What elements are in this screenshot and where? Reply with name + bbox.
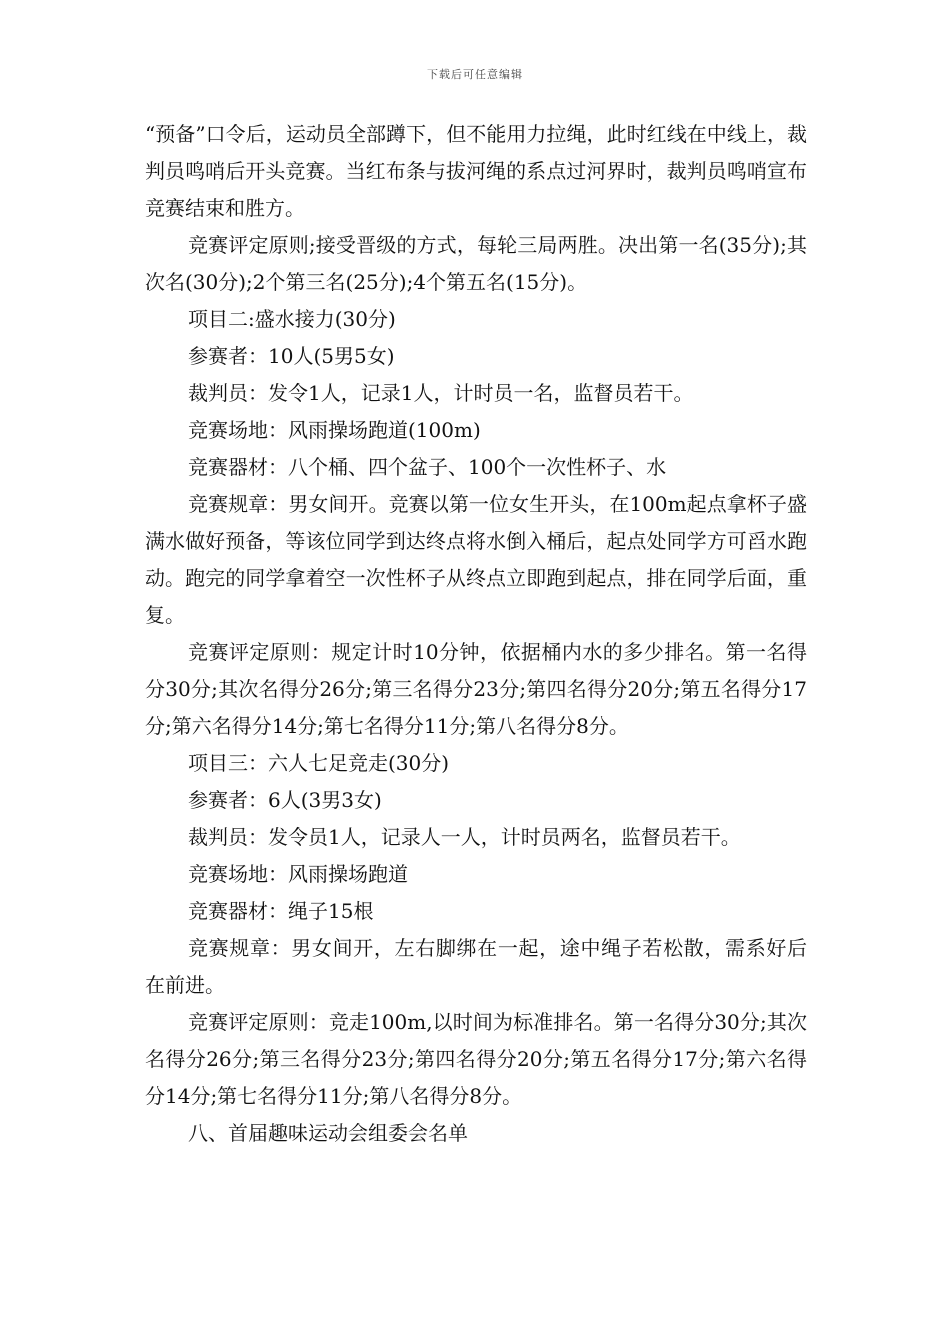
page-header: 下载后可任意编辑 xyxy=(427,68,523,81)
paragraph: 参赛者：6人(3男3女) xyxy=(188,788,382,812)
section-heading: 八、首届趣味运动会组委会名单 xyxy=(188,1121,468,1145)
paragraph: 裁判员：发令员1人，记录人一人，计时员两名，监督员若干。 xyxy=(188,825,741,849)
paragraph: 竞赛评定原则;接受晋级的方式，每轮三局两胜。决出第一名(35分);其次名(30分);2个第三名(25分);4个第五名(15分)。 xyxy=(145,233,807,294)
paragraph: 竞赛规章：男女间开，左右脚绑在一起，途中绳子若松散，需系好后在前进。 xyxy=(145,936,807,997)
paragraph: 裁判员：发令1人，记录1人，计时员一名，监督员若干。 xyxy=(188,381,694,405)
paragraph: 参赛者：10人(5男5女) xyxy=(188,344,395,368)
section-heading: 项目三：六人七足竞走(30分) xyxy=(188,751,450,775)
paragraph: 竞赛评定原则：规定计时10分钟，依据桶内水的多少排名。第一名得分30分;其次名得分26分;第三名得分23分;第四名得分20分;第五名得分17分;第六名得分14分;第七名得分11分;第八名得分8分。 xyxy=(145,640,807,738)
document-body xyxy=(145,116,807,1152)
paragraph: 竞赛场地：风雨操场跑道(100m) xyxy=(188,418,481,442)
paragraph: 竞赛场地：风雨操场跑道 xyxy=(188,862,408,886)
paragraph: 竞赛器材：八个桶、四个盆子、100个一次性杯子、水 xyxy=(188,455,667,479)
paragraph: 竞赛器材：绳子15根 xyxy=(188,899,374,923)
paragraph: 竞赛评定原则：竞走100m,以时间为标准排名。第一名得分30分;其次名得分26分;第三名得分23分;第四名得分20分;第五名得分17分;第六名得分14分;第七名得分11分;第八名得分8分。 xyxy=(145,1010,807,1108)
paragraph: 竞赛规章：男女间开。竞赛以第一位女生开头，在100m起点拿杯子盛满水做好预备，等该位同学到达终点将水倒入桶后，起点处同学方可舀水跑动。跑完的同学拿着空一次性杯子从终点立即跑到起点，排在同学后面，重复。 xyxy=(145,492,807,627)
section-heading: 项目二:盛水接力(30分) xyxy=(188,307,396,331)
paragraph: “预备”口令后，运动员全部蹲下，但不能用力拉绳，此时红线在中线上，裁判员鸣哨后开头竞赛。当红布条与拔河绳的系点过河界时，裁判员鸣哨宣布竞赛结束和胜方。 xyxy=(145,122,807,220)
